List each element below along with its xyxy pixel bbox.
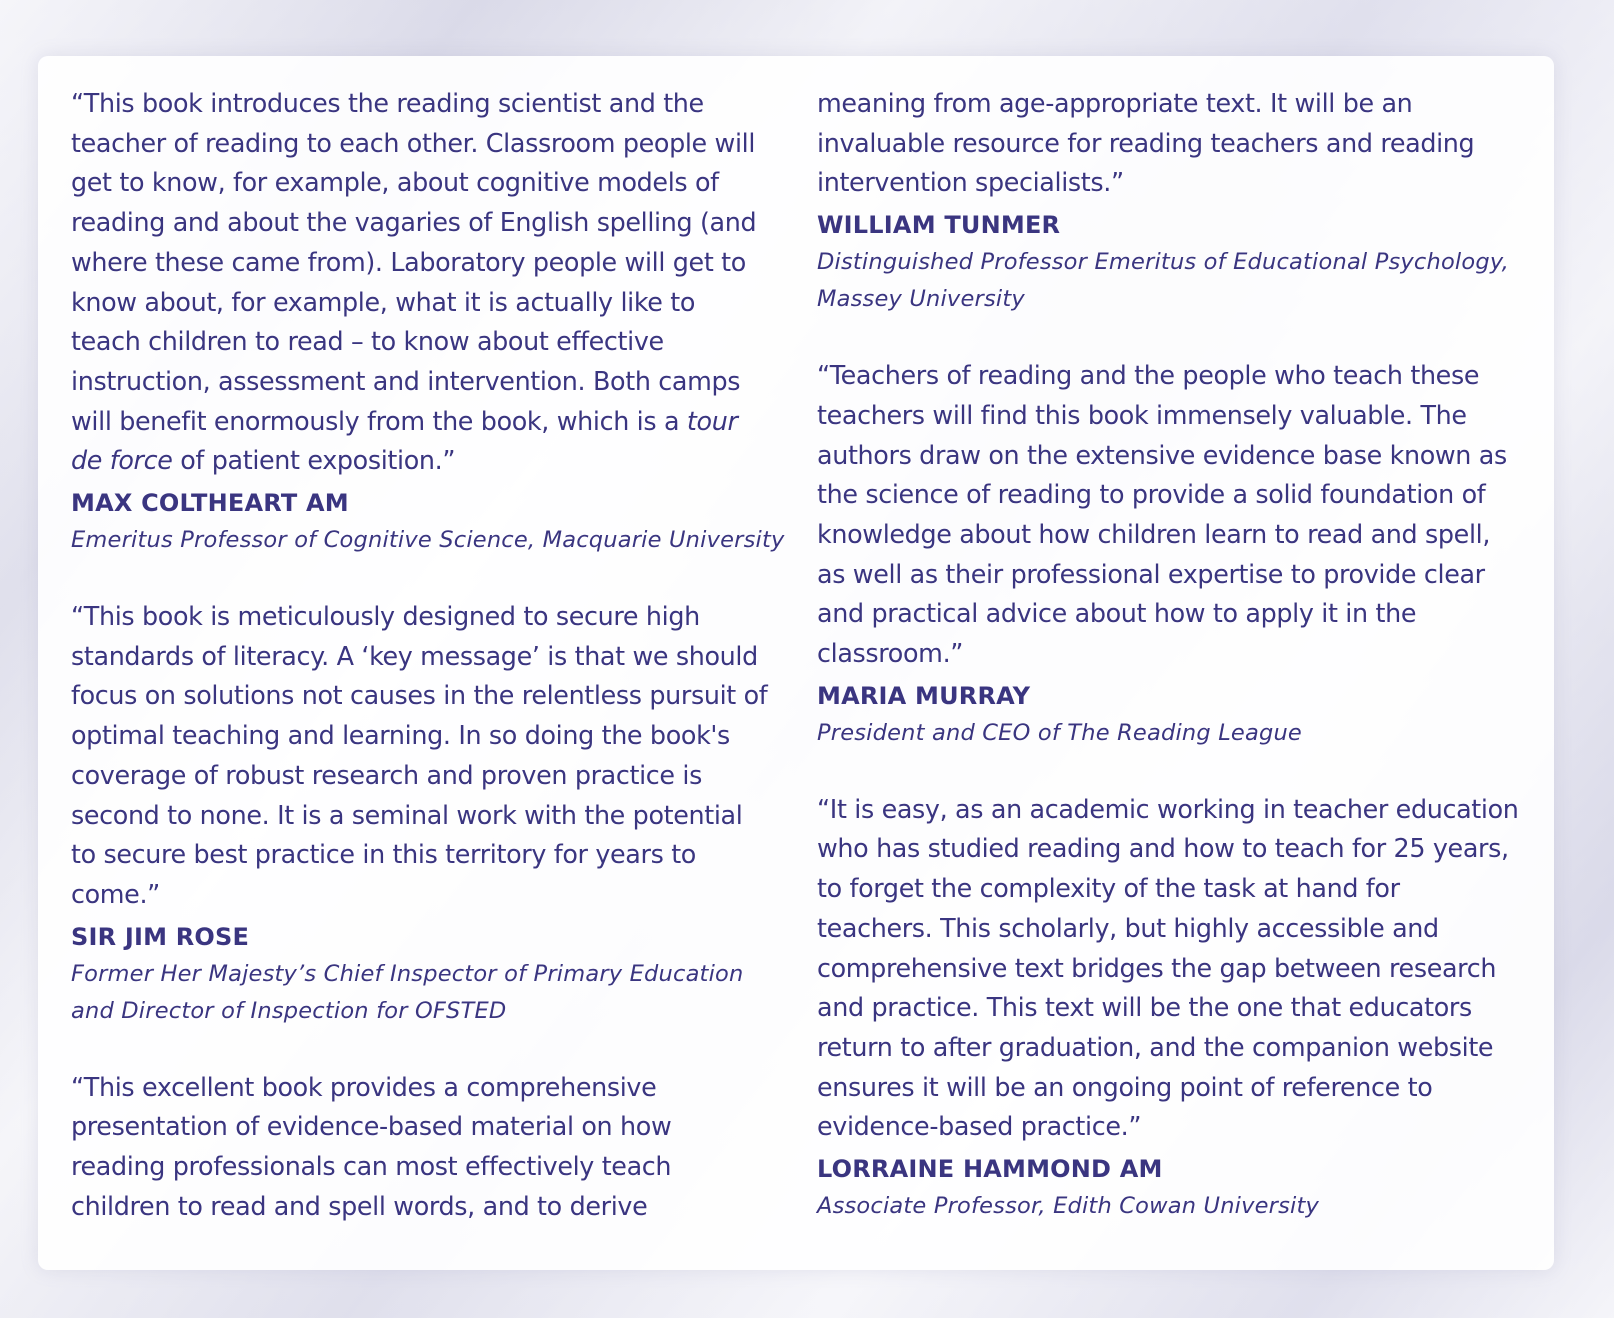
endorser-title: Distinguished Professor Emeritus of Educational Psychology, [817,249,1509,276]
endorsement-quote: “It is easy, as an academic working in teacher education who has studied reading and how to teach for 25 years, to forget the complexity of the task at hand for teachers. This scholarly, but highly accessible and comprehensive text bridges the gap between research and practice. This text will be the one that educators return to after graduation, and the companion website ensures it will be an ongoing point of reference to evidence-based practice.” [817,793,1519,1142]
endorser-title: and Director of Inspection for OFSTED [71,997,507,1024]
endorser-name: MARIA MURRAY [817,681,1031,710]
endorser-name: SIR JIM ROSE [71,922,250,951]
endorser-title: Emeritus Professor of Cognitive Science, Macquarie University [71,527,785,554]
endorsement-quote: “This book is meticulously designed to secure high standards of literacy. A ‘key message’ is that we should focus on solutions not causes in the relentless pursuit of optimal teaching and learning. In so doing the book's coverage of robust research and proven practice is second to none. It is a seminal work with the potential to secure best practice in this territory for years to come.” [71,601,768,909]
endorser-title: Former Her Majesty’s Chief Inspector of Primary Education [71,960,744,987]
emphasis-text: tour de force [71,405,738,476]
endorsement-hammond [817,790,1522,1225]
endorsement-quote: “Teachers of reading and the people who teach these teachers will find this book immensely valuable. The authors draw on the extensive evidence base known as the science of reading to provide a solid foundation of knowledge about how children learn to read and spell, as well as their professional expertise to provide clear and practical advice about how to apply it in the classroom.” [817,360,1507,669]
right-column [817,84,1522,1263]
endorsement-quote: meaning from age-appropriate text. It will be an invaluable resource for reading teachers and reading intervention specialists.” [817,88,1475,198]
endorsement-murray [817,356,1522,752]
endorser-name: LORRAINE HAMMOND AM [817,1155,1163,1184]
endorsement-tunmer-end [817,84,1522,318]
endorsement-rose [71,597,771,1030]
left-column [71,84,785,1226]
endorser-name: WILLIAM TUNMER [817,211,1061,240]
endorsement-quote: “This excellent book provides a comprehensive presentation of evidence-based material on how reading professionals can most effectively teach children to read and spell words, and to derive [71,1071,672,1221]
endorser-title: Associate Professor, Edith Cowan University [817,1193,1320,1220]
endorsement-quote: “This book introduces the reading scientist and the teacher of reading to each other. Classroom people will get to know, for example, about cognitive models of reading and about the vagaries of English spelling (and where these came from). Laboratory people will get to know about, for example, what it is actually like to teach children to read – to know about effective instruction, assessment and intervention. Both camps will benefit enormously from the book, which is a tour de force of patient exposition.” [71,88,757,476]
endorsement-coltheart [71,84,785,559]
endorser-name: MAX COLTHEART AM [71,489,349,518]
endorser-title: Massey University [817,286,1025,313]
endorsement-tunmer-start [71,1068,771,1227]
endorser-title: President and CEO of The Reading League [817,719,1302,746]
